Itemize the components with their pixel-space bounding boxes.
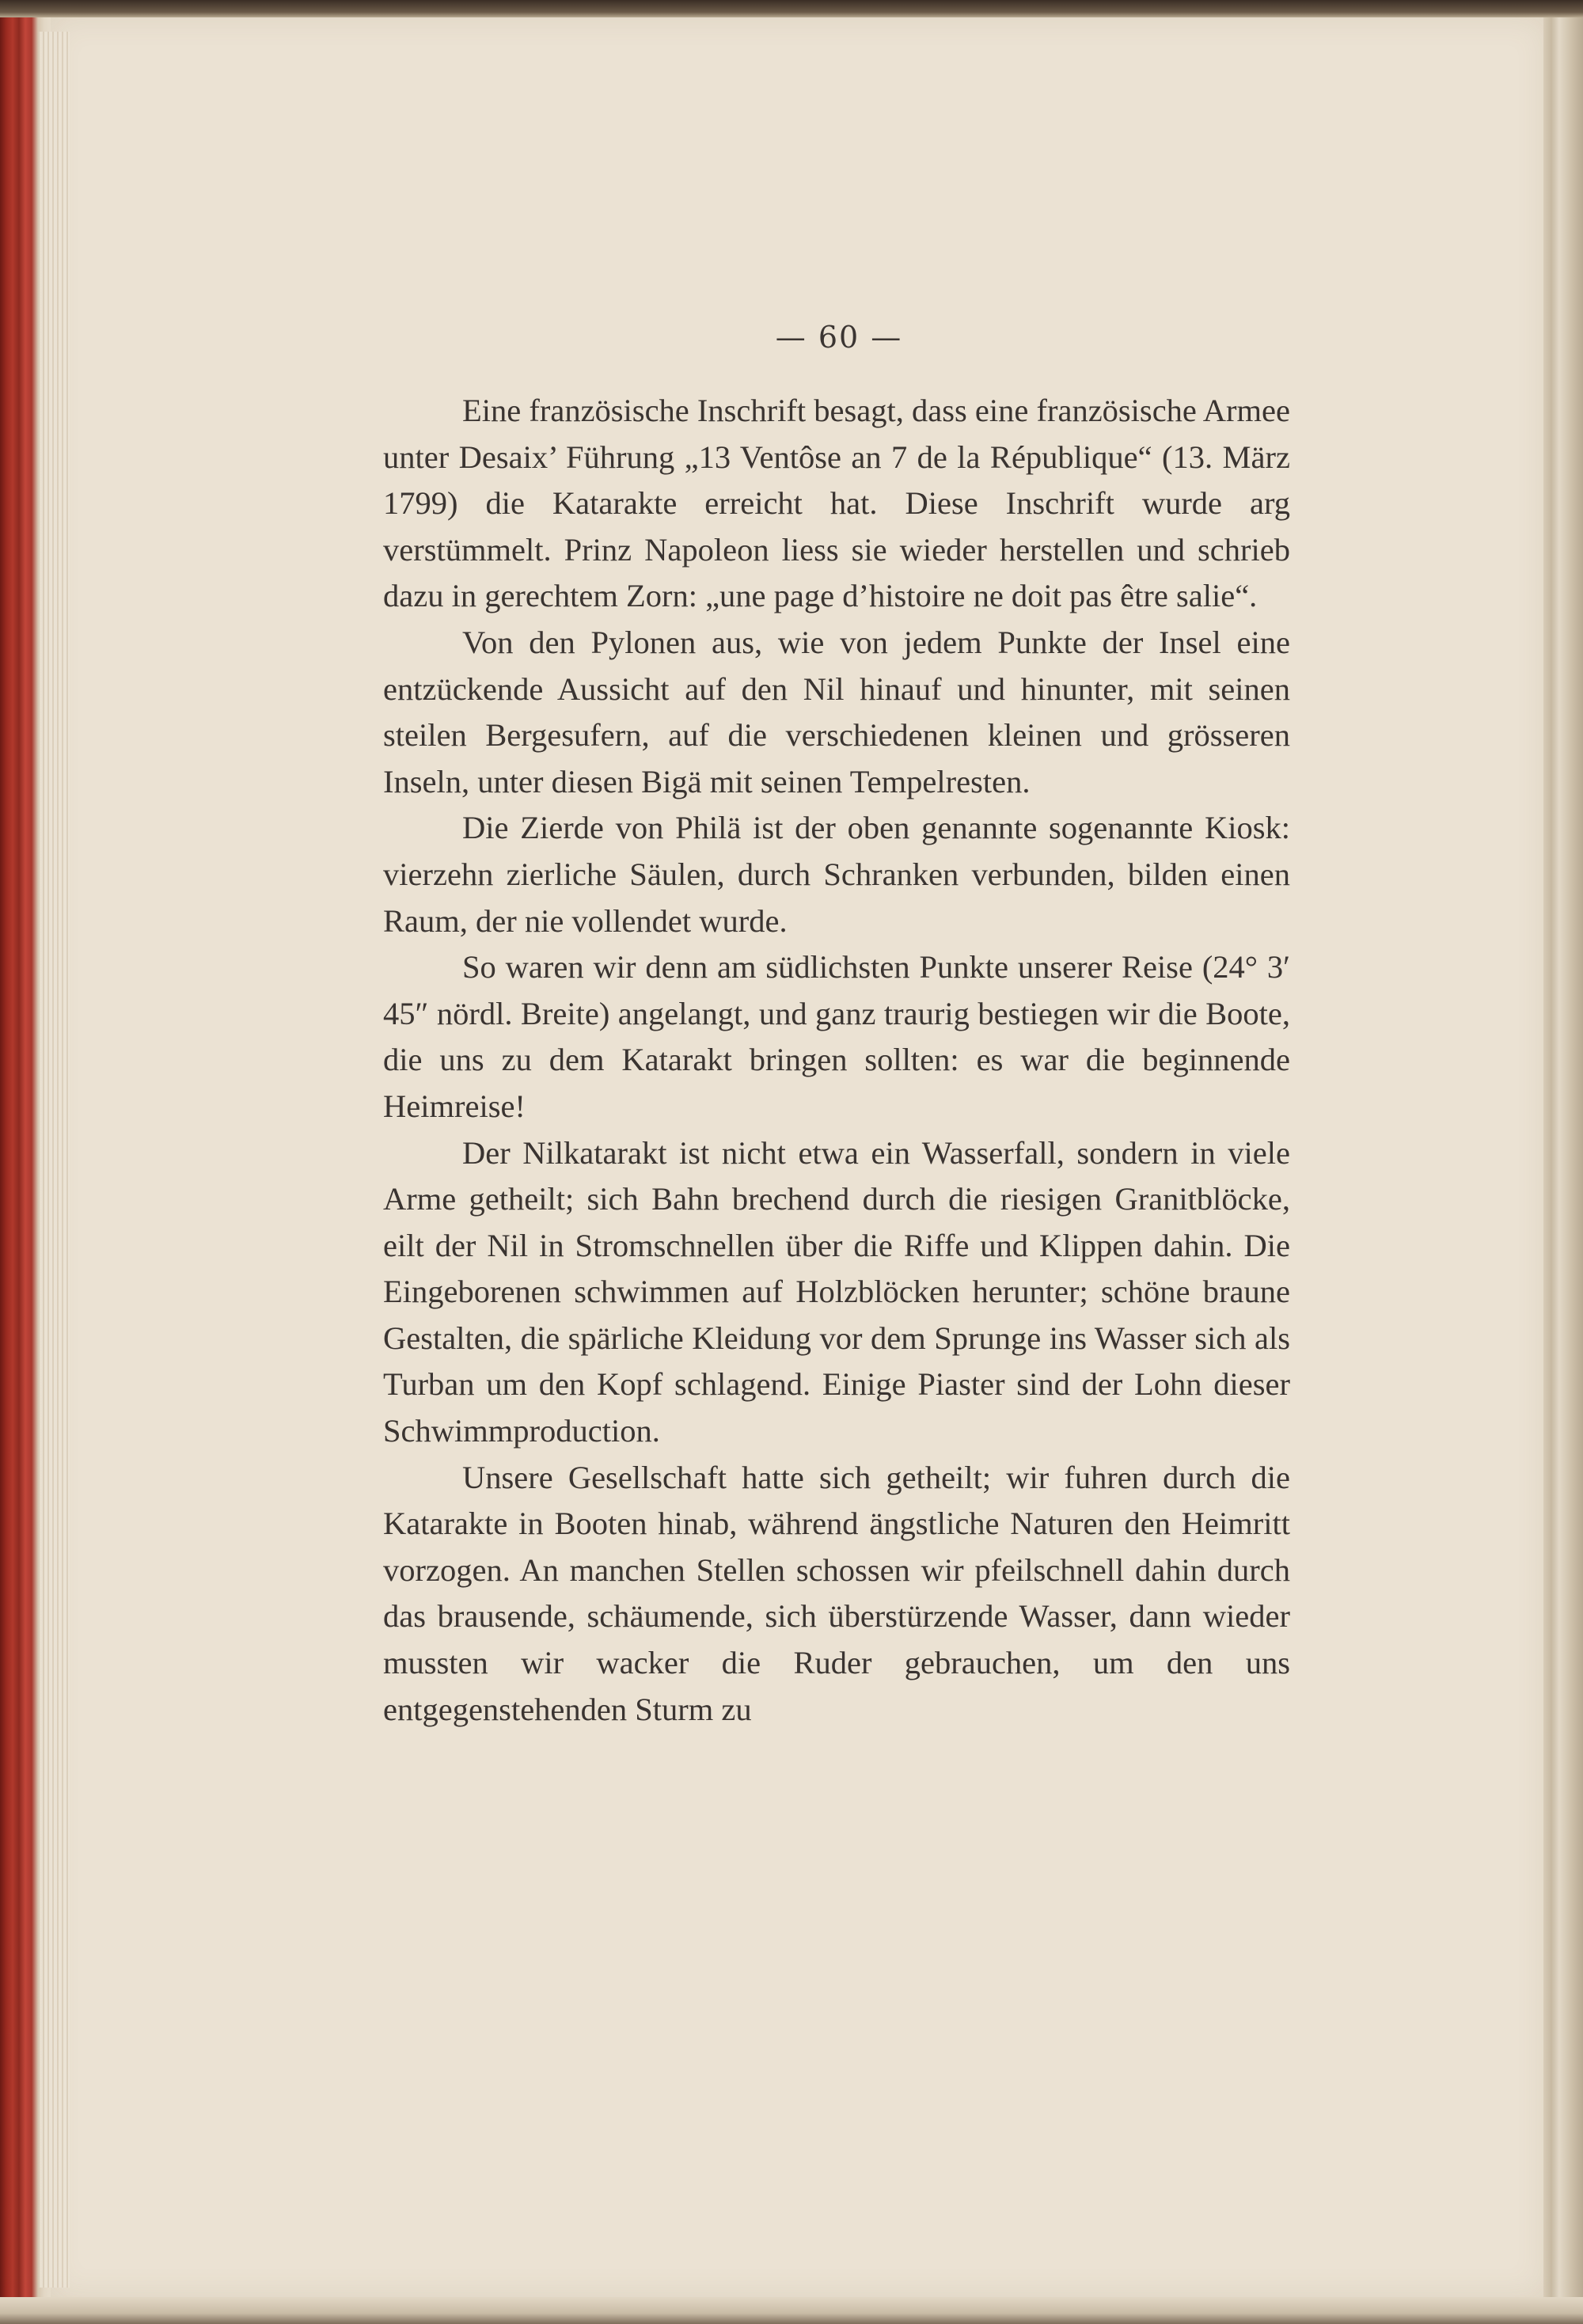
page-number: — 60 —: [775, 320, 903, 355]
top-binding-strip: [0, 0, 1583, 17]
page-stack-lines: [38, 32, 70, 2288]
paragraph: So waren wir denn am südlichsten Punkte unserer Reise (24° 3′ 45″ nördl. Breite) angelangt, und ganz traurig bestiegen wir die Boote, die uns zu dem Katarakt bringen sollten: es war die beginnende Heimreise!: [383, 949, 1290, 1124]
paragraph: Von den Pylonen aus, wie von jedem Punkte der Insel eine entzückende Aussicht auf den Nil hinauf und hinunter, mit seinen steilen Bergesufern, auf die verschiedenen kleinen und grösseren Inseln, unter diesen Bigä mit seinen Tempelresten.: [383, 624, 1290, 799]
body-text: [383, 388, 1290, 1733]
paragraph: Unsere Gesellschaft hatte sich getheilt; wir fuhren durch die Katarakte in Booten hinab, während ängstliche Naturen den Heimritt vorzogen. An manchen Stellen schossen wir pfeilschnell dahin durch das brausende, schäumende, sich überstürzende Wasser, dann wieder mussten wir wacker die Ruder gebrauchen, um den uns entgegenstehenden Sturm zu: [383, 1459, 1290, 1727]
right-page-edge: [1543, 0, 1583, 2324]
paragraph: Der Nilkatarakt ist nicht etwa ein Wasserfall, sondern in viele Arme getheilt; sich Bahn brechend durch die riesigen Granitblöcke, eilt der Nil in Stromschnellen über die Riffe und Klippen dahin. Die Eingeborenen schwimmen auf Holzblöcken herunter; schöne braune Gestalten, die spärliche Kleidung vor dem Sprunge ins Wasser sich als Turban um den Kopf schlagend. Einige Piaster sind der Lohn dieser Schwimmproduction.: [383, 1134, 1290, 1449]
bottom-page-edge: [0, 2297, 1583, 2324]
paragraph: Eine französische Inschrift besagt, dass eine französische Armee unter Desaix’ Führung „13 Ventôse an 7 de la République“ (13. März 1799) die Katarakte erreicht hat. Diese Inschrift wurde arg verstümmelt. Prinz Napoleon liess sie wieder herstellen und schrieb dazu in gerechtem Zorn: „une page d’histoire ne doit pas être salie“.: [383, 393, 1290, 614]
paragraph: Die Zierde von Philä ist der oben genannte sogenannte Kiosk: vierzehn zierliche Säulen, durch Schranken verbunden, bilden einen Raum, der nie vollendet wurde.: [383, 810, 1290, 939]
